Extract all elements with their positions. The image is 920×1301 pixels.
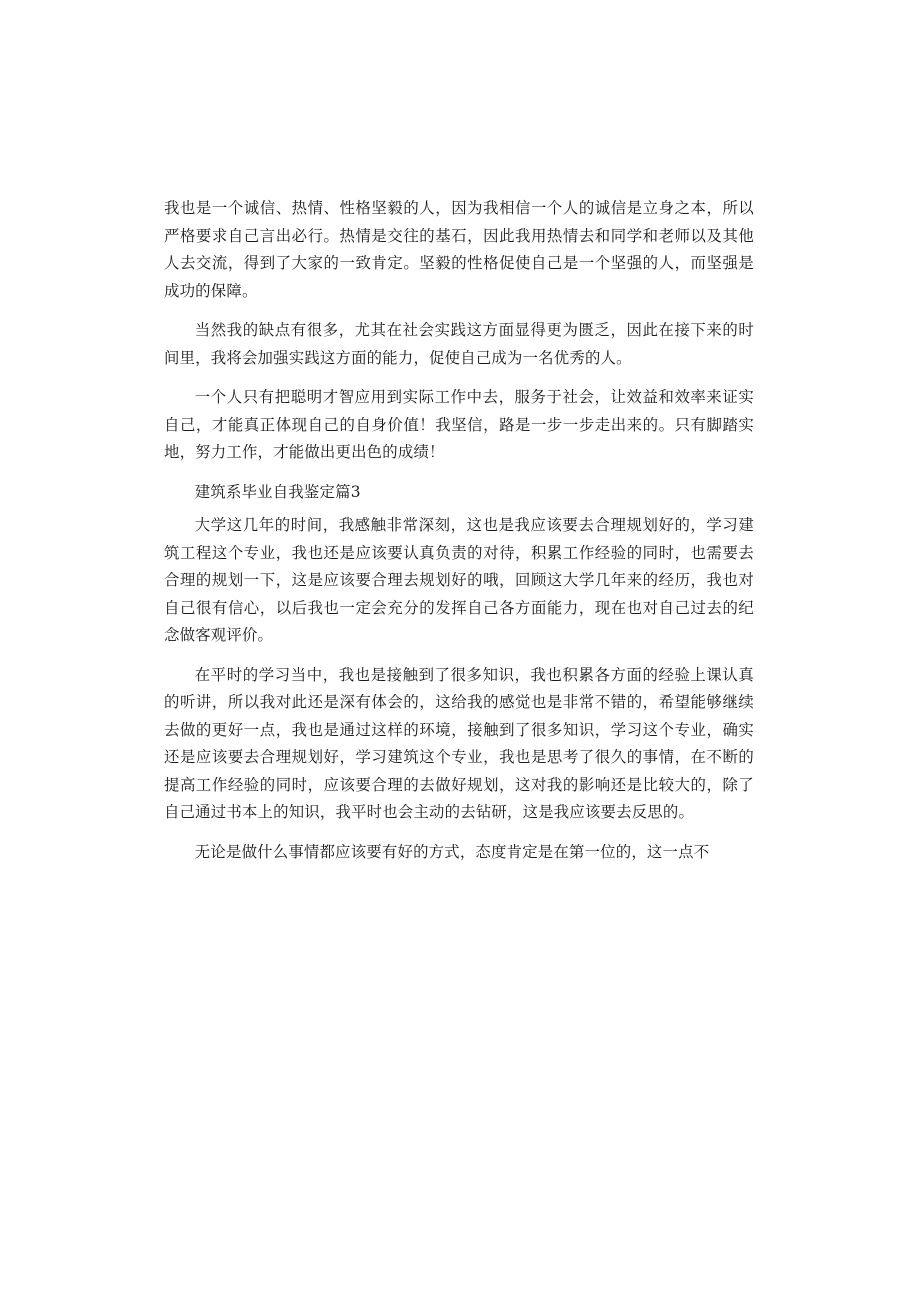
paragraph-attitude: 无论是做什么事情都应该要有好的方式，态度肯定是在第一位的，这一点不 (194, 842, 710, 861)
paragraph-university-years: 大学这几年的时间，我感触非常深刻，这也是我应该要去合理规划好的，学习建筑工程这个专业，我也还是应该要认真负责的对待，积累工作经验的同时，也需要去合理的规划一下，这是应该要合理去规划好的哦，回顾这大学几年来的经历，我也对自己很有信心，以后我也一定会充分的发挥自己各方面能力，现在也对自己过去的纪念做客观评价。 (164, 516, 754, 644)
paragraph-shortcomings: 当然我的缺点有很多，尤其在社会实践这方面显得更为匮乏，因此在接下来的时间里，我将会加强实践这方面的能力，促使自己成为一名优秀的人。 (164, 321, 754, 367)
section-heading: 建筑系毕业自我鉴定篇3 (194, 482, 361, 501)
paragraph-study: 在平时的学习当中，我也是接触到了很多知识，我也积累各方面的经验上课认真的听讲，所以我对此还是深有体会的，这给我的感觉也是非常不错的，希望能够继续去做的更好一点，我也是通过这样的环境，接触到了很多知识，学习这个专业，确实还是应该要去合理规划好，学习建筑这个专业，我也是思考了很久的事情，在不断的提高工作经验的同时，应该要合理的去做好规划，这对我的影响还是比较大的，除了自己通过书本上的知识，我平时也会主动的去钻研，这是我应该要去反思的。 (164, 665, 754, 821)
paragraph-self-value: 一个人只有把聪明才智应用到实际工作中去，服务于社会，让效益和效率来证实自己，才能真正体现自己的自身价值！我坚信，路是一步一步走出来的。只有脚踏实地，努力工作，才能做出更出色的成绩！ (164, 388, 754, 461)
paragraph-character: 我也是一个诚信、热情、性格坚毅的人，因为我相信一个人的诚信是立身之本，所以严格要求自己言出必行。热情是交往的基石，因此我用热情去和同学和老师以及其他人去交流，得到了大家的一致肯定。坚毅的性格促使自己是一个坚强的人，而坚强是成功的保障。 (164, 199, 754, 300)
document-body (164, 195, 754, 878)
